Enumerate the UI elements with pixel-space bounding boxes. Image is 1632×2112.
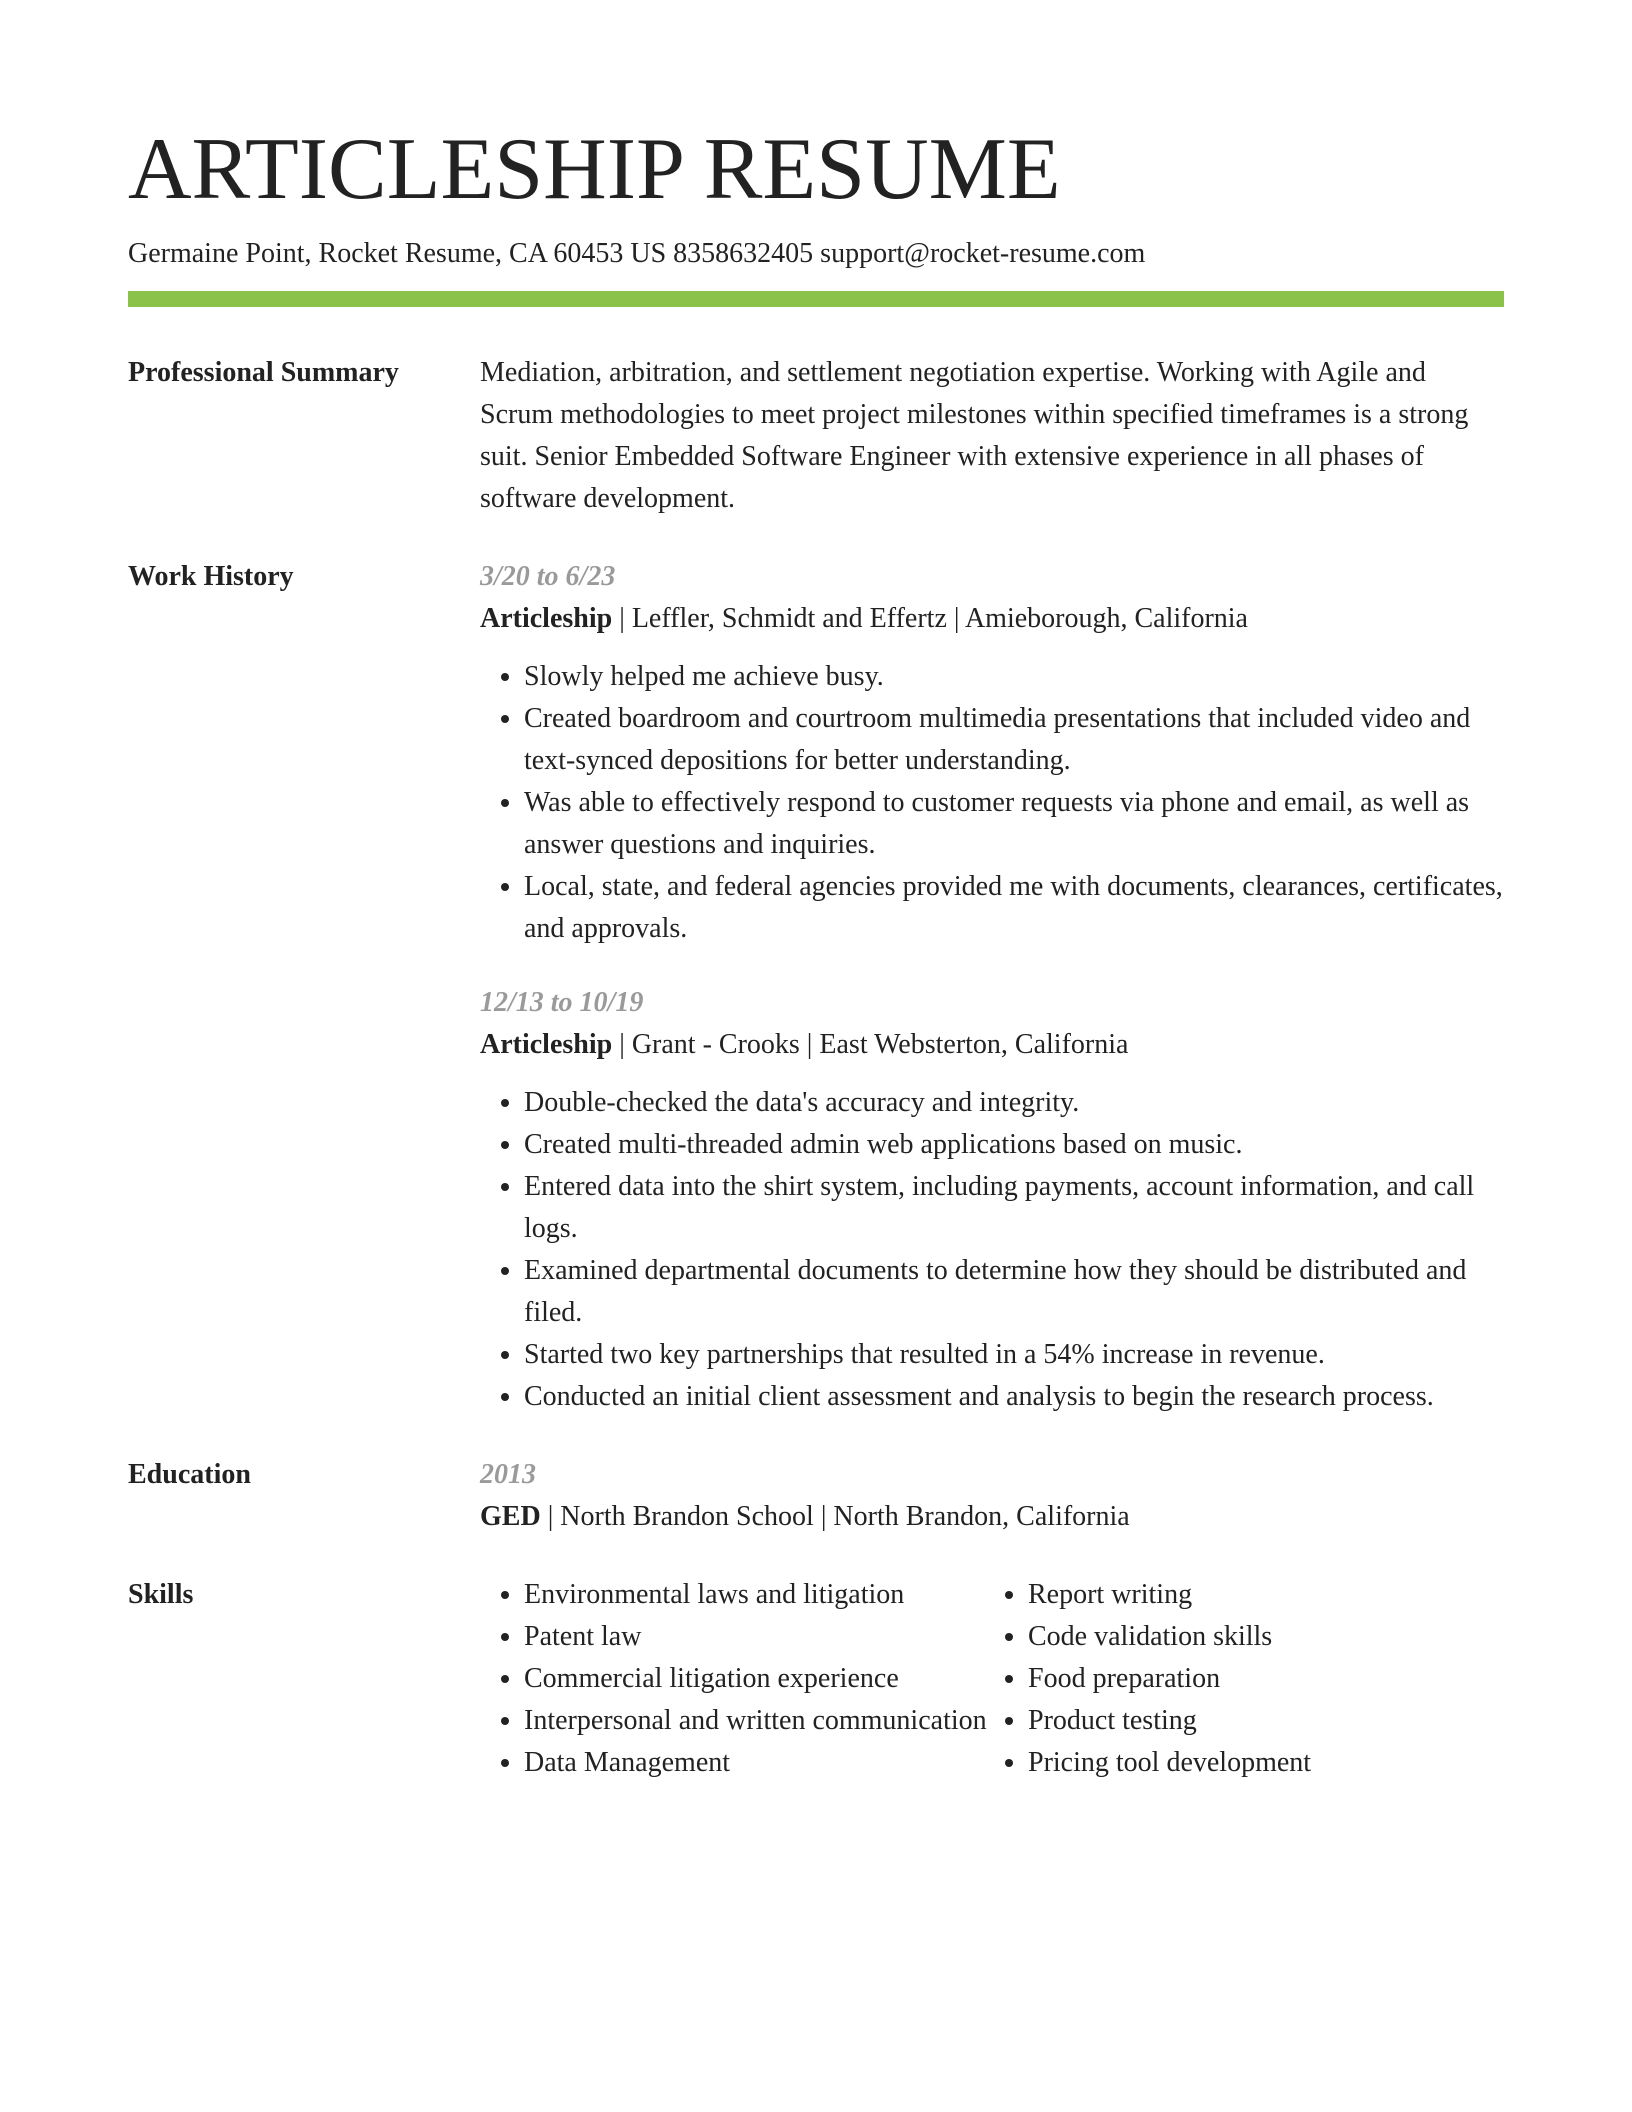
- work-history-section: [128, 556, 1504, 1418]
- job-dates: 12/13 to 10/19: [480, 987, 644, 1018]
- job-bullet: • Created multi-threaded admin web applications based on music.: [524, 1124, 1504, 1166]
- job-bullet: • Slowly helped me achieve busy.: [524, 656, 1504, 698]
- job-entry: [480, 556, 1504, 950]
- summary-section: [128, 352, 1504, 520]
- job-role-line: [480, 1024, 1504, 1066]
- skills-section: [128, 1574, 1504, 1784]
- job-bullets: [480, 656, 1504, 950]
- section-label-work-history: Work History: [128, 561, 294, 592]
- summary-body: [480, 352, 1504, 520]
- education-body: [480, 1454, 1504, 1538]
- job-bullet: • Created boardroom and courtroom multimedia presentations that included video and text-synced depositions for better understanding.: [524, 698, 1504, 782]
- skill-item: • Code validation skills: [1028, 1616, 1504, 1658]
- education-degree: GED: [480, 1501, 541, 1532]
- skill-item: • Commercial litigation experience: [524, 1658, 984, 1700]
- job-bullet: • Conducted an initial client assessment and analysis to begin the research process.: [524, 1376, 1504, 1418]
- summary-text: Mediation, arbitration, and settlement negotiation expertise. Working with Agile and Scrum methodologies to meet project milestones within specified timeframes is a strong suit. Senior Embedded Software Engineer with extensive experience in all phases of software development.: [480, 357, 1469, 514]
- skill-item: • Food preparation: [1028, 1658, 1504, 1700]
- skill-item: • Pricing tool development: [1028, 1742, 1504, 1784]
- skills-column-right: [984, 1574, 1504, 1784]
- job-title: Articleship: [480, 1029, 613, 1060]
- job-dates: 3/20 to 6/23: [480, 561, 616, 592]
- education-year: 2013: [480, 1459, 536, 1490]
- skill-item: • Data Management: [524, 1742, 984, 1784]
- job-entry: [480, 982, 1504, 1418]
- work-history-body: [480, 556, 1504, 1418]
- section-label-summary: Professional Summary: [128, 357, 399, 388]
- job-bullet: • Started two key partnerships that resulted in a 54% increase in revenue.: [524, 1334, 1504, 1376]
- skill-item: • Patent law: [524, 1616, 984, 1658]
- job-details: | Grant - Crooks | East Websterton, California: [612, 1029, 1129, 1060]
- job-role-line: [480, 598, 1504, 640]
- skills-column-left: [480, 1574, 987, 1784]
- skill-item: • Product testing: [1028, 1700, 1504, 1742]
- skill-item: • Report writing: [1028, 1574, 1504, 1616]
- section-label-skills: Skills: [128, 1579, 194, 1610]
- section-label-education: Education: [128, 1459, 251, 1490]
- education-line: [480, 1496, 1504, 1538]
- job-details: | Leffler, Schmidt and Effertz | Amieborough, California: [612, 603, 1248, 634]
- job-bullet: • Entered data into the shirt system, including payments, account information, and call logs.: [524, 1166, 1504, 1250]
- job-bullet: • Examined departmental documents to determine how they should be distributed and filed.: [524, 1250, 1504, 1334]
- resume-page: [128, 118, 1504, 1784]
- job-bullets: [480, 1082, 1504, 1418]
- education-details: | North Brandon School | North Brandon, California: [540, 1501, 1130, 1532]
- skill-item: • Interpersonal and written communication: [524, 1700, 984, 1742]
- job-title: Articleship: [480, 603, 613, 634]
- education-section: [128, 1454, 1504, 1538]
- job-bullet: • Local, state, and federal agencies provided me with documents, clearances, certificates, and approvals.: [524, 866, 1504, 950]
- job-bullet: • Was able to effectively respond to customer requests via phone and email, as well as answer questions and inquiries.: [524, 782, 1504, 866]
- skill-item: • Environmental laws and litigation: [524, 1574, 984, 1616]
- resume-title: ARTICLESHIP RESUME: [128, 121, 1061, 218]
- accent-divider: [128, 291, 1504, 307]
- skills-body: [480, 1574, 1504, 1784]
- job-bullet: • Double-checked the data's accuracy and integrity.: [524, 1082, 1504, 1124]
- contact-line: Germaine Point, Rocket Resume, CA 60453 US 8358632405 support@rocket-resume.com: [128, 238, 1146, 269]
